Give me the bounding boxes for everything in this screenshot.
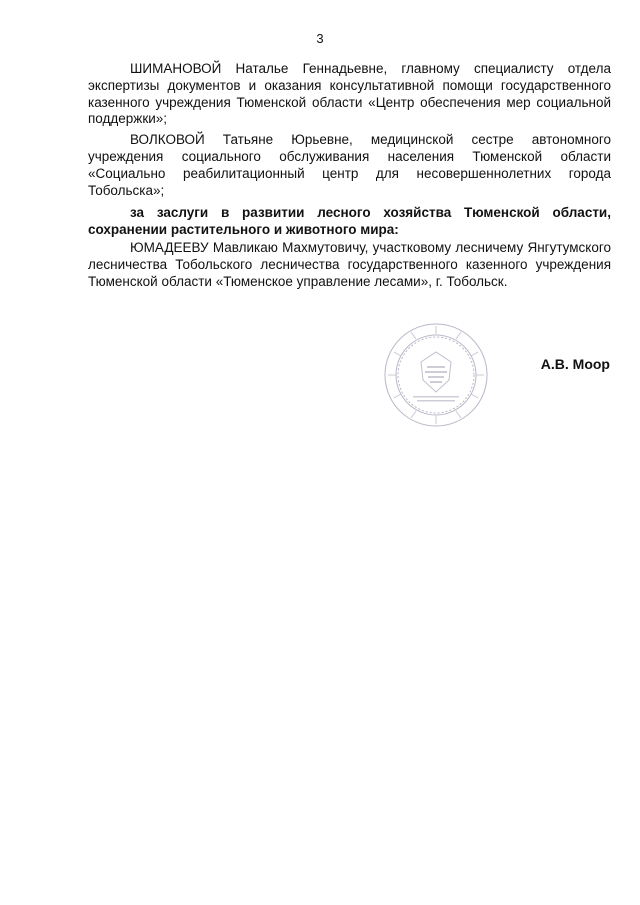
award-entry-shimanova: ШИМАНОВОЙ Наталье Геннадьевне, главному специалисту отдела экспертизы документов и оказания консультативной помощи государственного казенного учреждения Тюменской области «Центр обеспечения мер социальной поддержки»; bbox=[88, 61, 611, 127]
award-entry-volkova: ВОЛКОВОЙ Татьяне Юрьевне, медицинской сестре автономного учреждения социального обслуживания населения Тюменской области «Социально реабилитационный центр для несовершеннолетних города Тобольска»; bbox=[88, 132, 611, 198]
award-category-heading: за заслуги в развитии лесного хозяйства Тюменской области, сохранении растительного и животного мира: bbox=[88, 205, 611, 238]
page-number: 3 bbox=[316, 31, 324, 46]
official-seal-icon bbox=[383, 322, 489, 428]
award-entry-yumadeev: ЮМАДЕЕВУ Мавликаю Махмутовичу, участковому лесничему Янгутумского лесничества Тобольского лесничества государственного казенного учреждения Тюменской области «Тюменское управление лесами», г. Тобольск. bbox=[88, 239, 611, 289]
document-body bbox=[88, 61, 611, 290]
signature-name: А.В. Моор bbox=[540, 356, 610, 372]
